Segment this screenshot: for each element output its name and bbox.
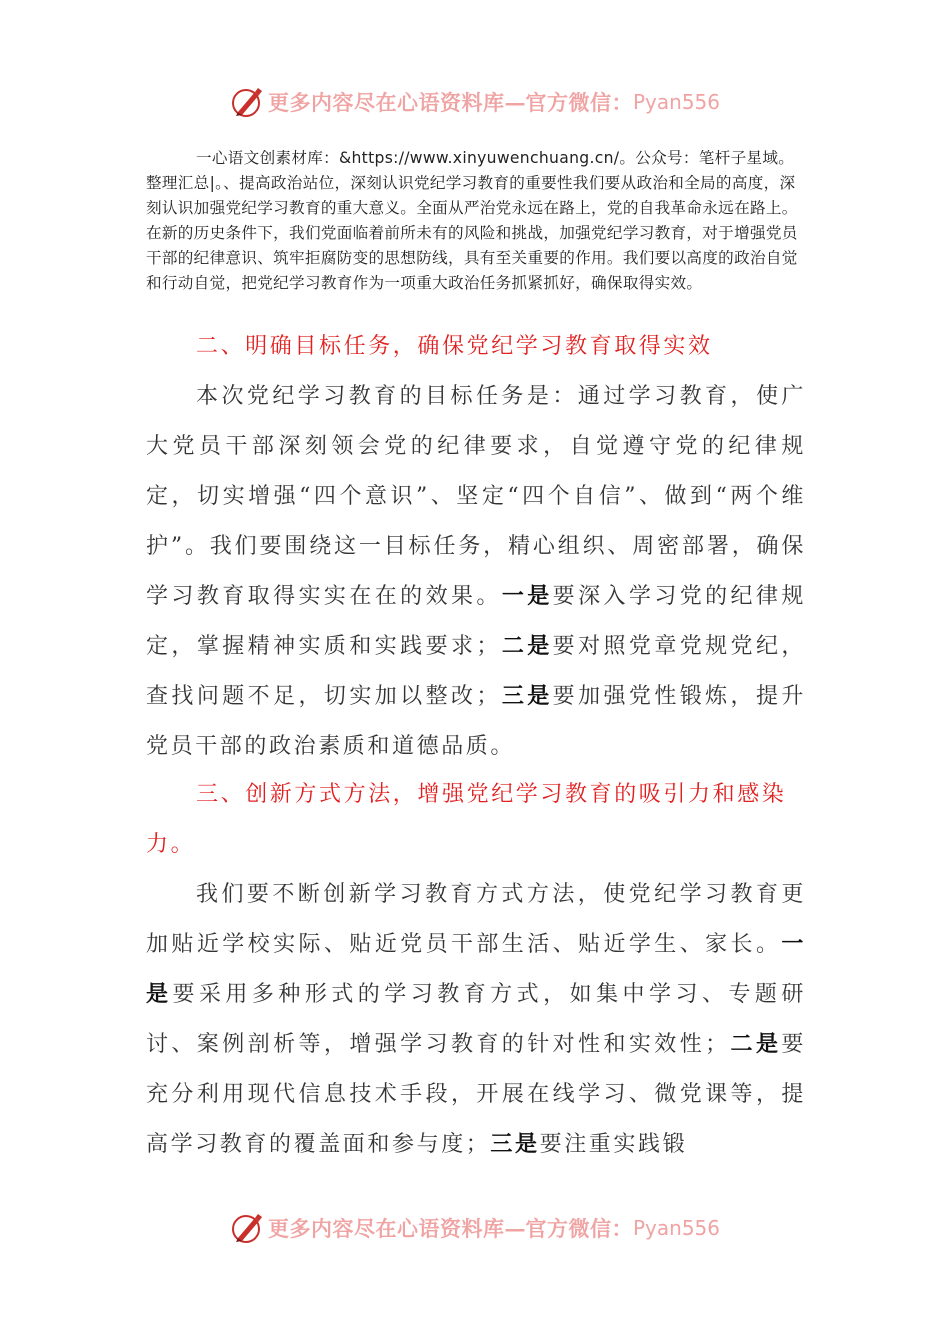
section-3-heading: 三、创新方式方法，增强党纪学习教育的吸引力和感染力。 xyxy=(146,782,787,857)
section-2-text-2: 要对照党章党规党纪，查找问题不足，切实加以整改； xyxy=(146,634,806,709)
section-2-text-3: 要加强党性锻炼，提升党员干部的政治素质和道德品质。 xyxy=(146,684,806,759)
banner-text: 更多内容尽在心语资料库 xyxy=(267,90,505,115)
pen-logo-icon xyxy=(230,1211,264,1245)
section-2-bold-3: 三是 xyxy=(501,684,553,709)
banner-wechat-id: Pyan556 xyxy=(632,1216,720,1240)
banner-separator: — xyxy=(504,1215,526,1241)
section-3-text-3: 要注重实践锻 xyxy=(539,1132,688,1157)
section-2-bold-1: 一是 xyxy=(501,584,553,609)
banner-wechat-label: 官方微信： xyxy=(525,1216,633,1241)
watermark-banner-top xyxy=(0,82,950,122)
section-2-paragraph xyxy=(146,372,806,772)
section-3-text-start: 我们要不断创新学习教育方式方法，使党纪学习教育更加贴近学校实际、贴近党员干部生活、贴近学生、家长。 xyxy=(146,882,806,957)
banner-wechat-label: 官方微信： xyxy=(525,90,633,115)
section-3-bold-3: 三是 xyxy=(490,1132,540,1157)
section-3-text-2: 要充分利用现代信息技术手段，开展在线学习、微党课等，提高学习教育的覆盖面和参与度； xyxy=(146,1032,806,1157)
section-3-bold-1: 一是 xyxy=(146,932,806,1007)
section-2-bold-2: 二是 xyxy=(501,634,553,659)
section-2-text-start: 本次党纪学习教育的目标任务是：通过学习教育，使广大党员干部深刻领会党的纪律要求，自觉遵守党的纪律规定，切实增强“四个意识”、坚定“四个自信”、做到“两个维护”。我们要围绕这一目标任务，精心组织、周密部署，确保学习教育取得实实在在的效果。 xyxy=(146,384,806,609)
intro-paragraph: 一心语文创素材库：&https://www.xinyuwenchuang.cn/。公众号：笔杆子星域。整理汇总|。、提高政治站位，深刻认识党纪学习教育的重要性我们要从政治和全局的高度，深刻认识加强党纪学习教育的重大意义。全面从严治党永远在路上，党的自我革命永远在路上。在新的历史条件下，我们党面临着前所未有的风险和挑战，加强党纪学习教育，对于增强党员干部的纪律意识、筑牢拒腐防变的思想防线，具有至关重要的作用。我们要以高度的政治自觉和行动自觉，把党纪学习教育作为一项重大政治任务抓紧抓好，确保取得实效。 xyxy=(146,149,798,292)
watermark-banner-bottom xyxy=(0,1208,950,1248)
banner-text: 更多内容尽在心语资料库 xyxy=(267,1216,505,1241)
section-2-heading: 二、明确目标任务，确保党纪学习教育取得实效 xyxy=(196,334,713,359)
section-2-text-1: 要深入学习党的纪律规定，掌握精神实质和实践要求； xyxy=(146,584,806,659)
banner-wechat-id: Pyan556 xyxy=(632,90,720,114)
section-3-paragraph xyxy=(146,870,806,1170)
section-3-text-1: 要采用多种形式的学习教育方式，如集中学习、专题研讨、案例剖析等，增强学习教育的针对性和实效性； xyxy=(146,982,806,1057)
section-3-bold-2: 二是 xyxy=(729,1032,782,1057)
banner-separator: — xyxy=(504,89,526,115)
pen-logo-icon xyxy=(230,85,264,119)
